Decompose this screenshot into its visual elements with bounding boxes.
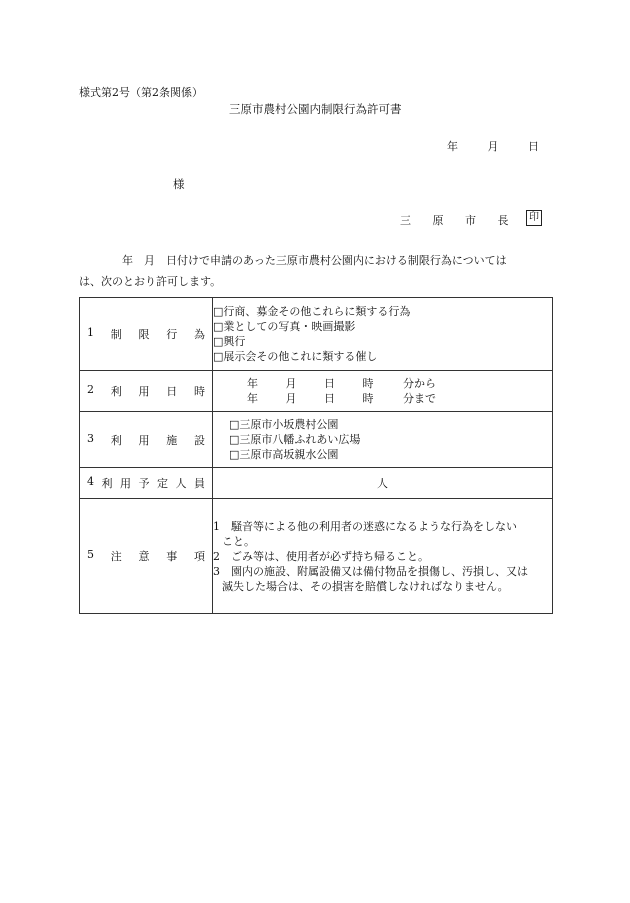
label-notes (80, 499, 213, 614)
note-3-cont: 滅失した場合は、その損害を賠償しなければなりません。 (222, 579, 509, 593)
label-char: 利 (110, 433, 122, 447)
label-char: 行 (166, 328, 178, 341)
label-char: 施 (166, 433, 178, 447)
label-char: 4 (87, 475, 94, 488)
row-restricted-acts (80, 298, 553, 371)
date-year: 年 (447, 140, 458, 153)
facility-takasaka: □三原市高坂親水公園 (229, 448, 339, 461)
body-text-line1: 年 月 日付けで申請のあった三原市農村公園内における制限行為については (122, 254, 507, 267)
label-char: 予 (138, 477, 150, 490)
label-char: 意 (138, 550, 150, 563)
label-char: 為 (194, 328, 205, 341)
option-exhibition: □展示会その他これに類する催し (213, 350, 378, 363)
note-1: 1 騒音等による他の利用者の迷惑になるような行為をしない (213, 519, 517, 533)
permit-table (79, 297, 553, 614)
from-month: 月 (285, 377, 297, 390)
to-hour: 時 (362, 392, 374, 405)
persons-unit: 人 (377, 477, 388, 490)
label-facilities (80, 412, 213, 468)
row-facilities (80, 412, 553, 468)
option-photography: □業としての写真・映画撮影 (213, 320, 356, 333)
label-char: 事 (166, 550, 178, 563)
to-month: 月 (285, 392, 297, 405)
label-char: 3 (87, 431, 94, 445)
date-month: 月 (487, 140, 499, 153)
label-char: 人 (175, 477, 187, 490)
row-usage-datetime (80, 371, 553, 412)
label-char: 制 (110, 328, 122, 341)
label-char: 用 (138, 385, 150, 398)
label-char: 限 (138, 328, 150, 341)
label-restricted-acts (80, 298, 213, 371)
label-char: 1 (87, 326, 94, 339)
label-char: 時 (194, 385, 205, 398)
from-day: 日 (324, 377, 335, 390)
restricted-acts-options (213, 298, 553, 371)
to-day: 日 (324, 392, 335, 405)
from-year: 年 (247, 377, 258, 390)
datetime-from (213, 376, 552, 391)
label-char: 日 (166, 385, 178, 398)
row-notes (80, 499, 553, 614)
label-char: 項 (194, 550, 205, 563)
body-text-line2: は、次のとおり許可します。 (79, 275, 222, 288)
label-char: 利 (110, 385, 122, 398)
issue-date (447, 138, 539, 154)
facility-options (213, 412, 553, 468)
option-performance: □興行 (213, 335, 246, 348)
label-char: 用 (138, 433, 150, 447)
datetime-to (213, 391, 552, 406)
label-char: 設 (194, 433, 205, 447)
from-hour: 時 (362, 377, 374, 390)
label-char: 利 (101, 477, 113, 490)
note-3: 3 園内の施設、附属設備又は備付物品を損傷し、汚損し、又は (213, 564, 528, 578)
to-minute: 分まで (403, 392, 436, 405)
document-title: 三原市農村公園内制限行為許可書 (229, 102, 402, 116)
label-usage-datetime (80, 371, 213, 412)
to-year: 年 (247, 392, 258, 405)
option-peddling: □行商、募金その他これらに類する行為 (213, 305, 411, 318)
issuer-name: 三 原 市 長 (400, 214, 518, 227)
planned-users-value (213, 468, 553, 499)
facility-kosaka: □三原市小坂農村公園 (229, 418, 339, 431)
label-char: 2 (87, 383, 94, 396)
seal-mark: 印 (526, 210, 542, 226)
usage-datetime-values (213, 371, 553, 412)
facility-yawata: □三原市八幡ふれあい広場 (229, 433, 361, 446)
label-char: 定 (157, 477, 168, 490)
label-planned-users (80, 468, 213, 499)
label-char: 員 (194, 477, 205, 490)
form-number: 様式第2号（第2条関係） (79, 86, 203, 99)
note-1-cont: こと。 (222, 534, 255, 548)
row-planned-users (80, 468, 553, 499)
notes-content (213, 499, 553, 614)
label-char: 注 (110, 550, 122, 563)
label-char: 用 (120, 477, 131, 490)
note-2: 2 ごみ等は、使用者が必ず持ち帰ること。 (213, 549, 429, 563)
from-minute: 分から (403, 377, 436, 390)
addressee-suffix: 様 (173, 177, 185, 191)
label-char: 5 (87, 548, 94, 561)
date-day: 日 (528, 140, 539, 153)
